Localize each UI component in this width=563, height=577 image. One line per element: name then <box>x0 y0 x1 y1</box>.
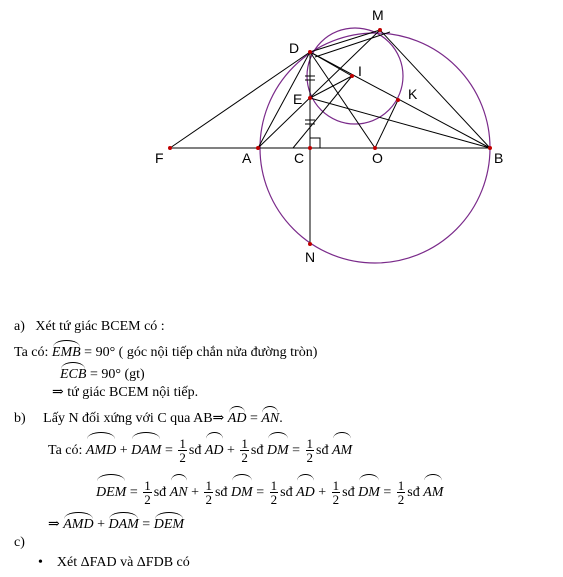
equals: = <box>164 443 173 458</box>
plus: + <box>318 485 327 500</box>
right-angle-mark <box>310 138 320 148</box>
sd: sđ <box>188 443 202 458</box>
arc-AM: AM <box>423 474 443 508</box>
prefix: Ta có: <box>48 443 83 458</box>
label-E: E <box>293 91 303 107</box>
fraction-half: $\frac{1}{2}$ <box>205 478 212 508</box>
sd: sđ <box>280 485 293 500</box>
part-b-conclusion <box>48 512 184 534</box>
figure-points <box>168 28 492 246</box>
period: . <box>279 411 283 426</box>
label-M: M <box>372 7 384 23</box>
fraction-half: $\frac{1}{2}$ <box>306 436 314 466</box>
label-B: B <box>494 150 504 166</box>
plus: + <box>119 443 128 458</box>
arc-DEM: DEM <box>96 474 126 508</box>
part-b-label: b) <box>14 411 26 426</box>
equals: = <box>383 485 392 500</box>
sd: sđ <box>153 485 167 500</box>
sd: sđ <box>214 485 228 500</box>
part-a-line1 <box>14 340 317 362</box>
part-c-text: Xét ΔFAD và ΔFDB có <box>56 555 190 570</box>
part-b-eq2 <box>96 474 443 508</box>
arc-AN: AN <box>170 474 188 508</box>
part-a-intro: Xét tứ giác BCEM có : <box>35 319 165 334</box>
part-b-eq1 <box>48 432 352 466</box>
plus: + <box>191 485 199 500</box>
eq: = <box>249 411 258 426</box>
arc-DAM: DAM <box>131 432 161 466</box>
equals: = <box>142 517 151 532</box>
fraction-half: $\frac{1}{2}$ <box>179 436 186 466</box>
sd: sđ <box>407 485 420 500</box>
arc-AMD: AMD <box>86 432 116 466</box>
fraction-half: $\frac{1}{2}$ <box>144 478 151 508</box>
label-I: I <box>358 63 362 79</box>
arc-AMD: AMD <box>63 512 93 534</box>
arc-AD: AD <box>296 474 315 508</box>
equals: = <box>129 485 138 500</box>
fraction-half: $\frac{1}{2}$ <box>270 478 278 508</box>
label-F: F <box>155 150 164 166</box>
sd: sđ <box>250 443 264 458</box>
arc-DAM: DAM <box>108 512 138 534</box>
arc-DEM: DEM <box>154 512 184 534</box>
arc-ECB: ECB <box>60 362 86 384</box>
part-b-heading <box>14 406 283 428</box>
arc-DM: DM <box>358 474 380 508</box>
arc-AM: AM <box>332 432 352 466</box>
value: = 90° <box>84 345 116 360</box>
label-O: O <box>372 150 383 166</box>
arc-AD: AD <box>205 432 224 466</box>
fraction-half: $\frac{1}{2}$ <box>332 478 340 508</box>
prefix: Ta có: <box>14 345 49 360</box>
bullet: • <box>38 555 43 570</box>
label-N: N <box>305 249 316 265</box>
arc-DM: DM <box>231 474 253 508</box>
sd: sđ <box>316 443 329 458</box>
label-D: D <box>289 40 300 56</box>
fraction-half: $\frac{1}{2}$ <box>241 436 248 466</box>
part-a-heading <box>14 318 165 336</box>
fraction-half: $\frac{1}{2}$ <box>397 478 405 508</box>
part-c-label: c) <box>14 535 25 550</box>
arc-DM: DM <box>267 432 289 466</box>
equals: = <box>292 443 301 458</box>
value: = 90° (gt) <box>89 367 145 382</box>
part-a-line2 <box>60 362 145 384</box>
implies: ⇒ <box>48 517 60 532</box>
part-a-label: a) <box>14 319 25 334</box>
arc-EMB: EMB <box>52 340 81 362</box>
part-b-intro: Lấy N đối xứng với C qua AB⇒ <box>43 411 225 426</box>
label-A: A <box>242 150 252 166</box>
plus: + <box>97 517 105 532</box>
figure-lines <box>170 30 490 244</box>
arc-AN: AN <box>261 406 279 428</box>
part-a-line3: ⇒ tứ giác BCEM nội tiếp. <box>52 385 199 400</box>
label-C: C <box>294 150 305 166</box>
equals: = <box>256 485 265 500</box>
arc-AD: AD <box>228 406 247 428</box>
plus: + <box>227 443 235 458</box>
part-c-item <box>38 554 190 572</box>
note: ( góc nội tiếp chắn nửa đường tròn) <box>118 345 318 360</box>
label-K: K <box>408 86 418 102</box>
sd: sđ <box>342 485 355 500</box>
